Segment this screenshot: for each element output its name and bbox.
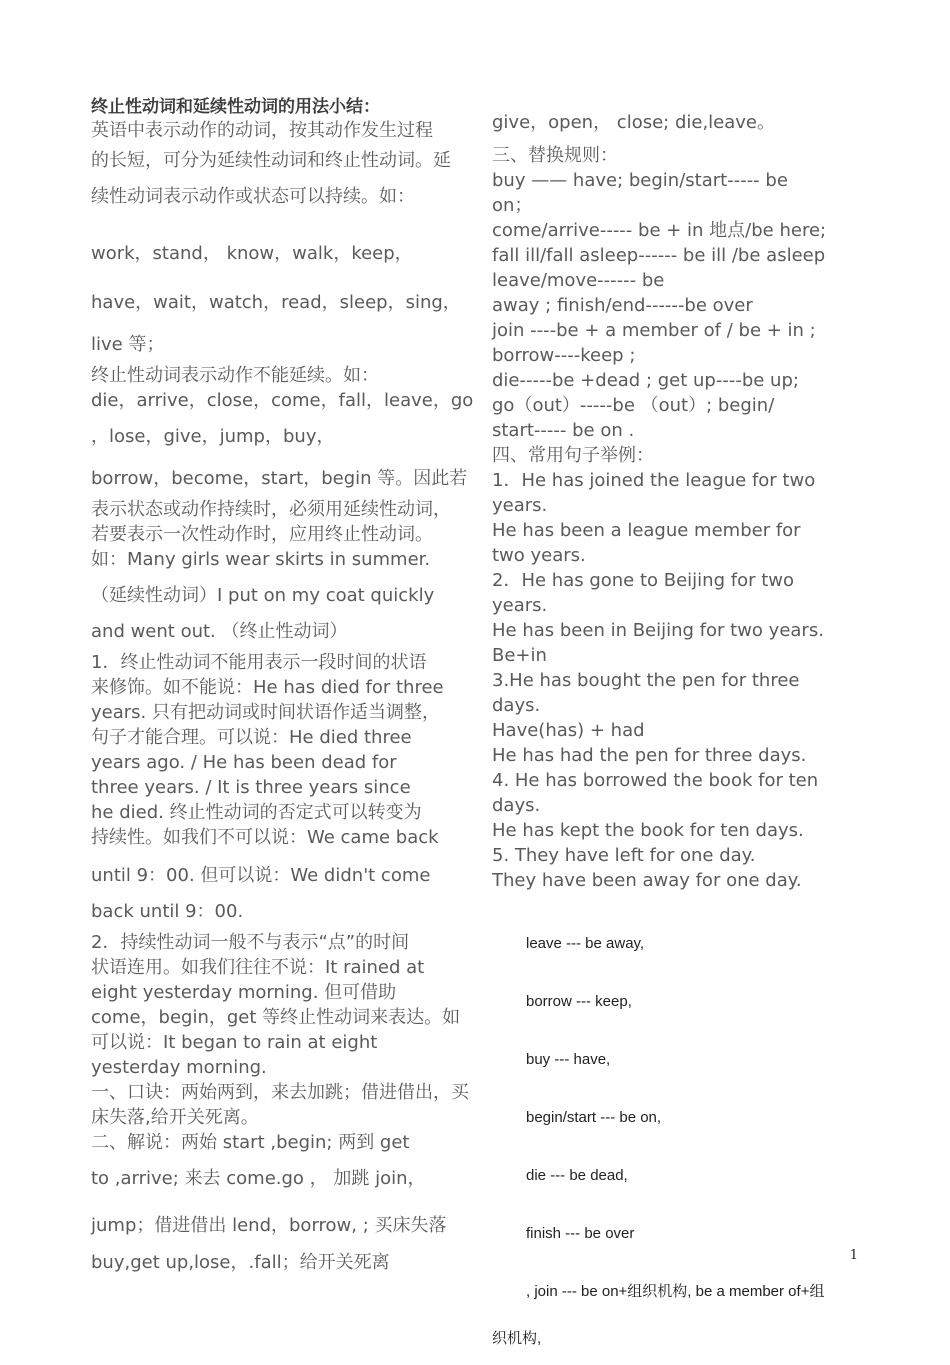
text-line: 来修饰。如不能说：He has died for three <box>91 677 444 698</box>
right-column <box>492 110 857 1365</box>
text-line: die，arrive，close，come，fall，leave，go <box>91 390 474 411</box>
text-line: Be+in <box>492 645 547 666</box>
pair-line: begin/start --- be on, <box>526 1109 662 1126</box>
text-line: They have been away for one day. <box>492 870 802 891</box>
text-line: 4. He has borrowed the book for ten <box>492 770 819 791</box>
text-line: he died. 终止性动词的否定式可以转变为 <box>91 802 422 823</box>
text-line: years. <box>492 595 548 616</box>
text-line: away ; finish/end------be over <box>492 295 753 316</box>
text-line: live 等； <box>91 334 165 355</box>
text-line: back until 9：00. <box>91 901 244 922</box>
text-line: 一、口诀：两始两到，来去加跳；借进借出，买 <box>91 1082 469 1103</box>
pair-line: die --- be dead, <box>526 1167 628 1184</box>
text-line: come，begin，get 等终止性动词来表达。如 <box>91 1007 461 1028</box>
text-line: jump；借进借出 lend，borrow, ; 买床失落 <box>91 1215 447 1236</box>
text-line: 2．持续性动词一般不与表示“点”的时间 <box>91 932 410 953</box>
text-line: work，stand， know，walk，keep， <box>91 243 413 264</box>
text-line: He has been in Beijing for two years. <box>492 620 824 641</box>
text-line: have，wait，watch，read，sleep，sing， <box>91 292 461 313</box>
text-line: 句子才能合理。可以说：He died three <box>91 727 412 748</box>
text-line: until 9：00. 但可以说：We didn't come <box>91 865 431 886</box>
text-line: （延续性动词）I put on my coat quickly <box>91 585 435 606</box>
text-line: 表示状态或动作持续时，必须用延续性动词， <box>91 499 451 520</box>
text-line: He has been a league member for <box>492 520 801 541</box>
text-line: and went out. （终止性动词） <box>91 621 348 642</box>
text-line: 5. They have left for one day. <box>492 845 756 866</box>
text-line: 三、替换规则： <box>492 145 618 166</box>
text-line: 1．He has joined the league for two <box>492 470 816 491</box>
text-line: 状语连用。如我们往往不说：It rained at <box>91 957 425 978</box>
text-line: 的长短，可分为延续性动词和终止性动词。延 <box>91 150 451 171</box>
text-line: 1．终止性动词不能用表示一段时间的状语 <box>91 652 427 673</box>
text-line: 床失落,给开关死离。 <box>91 1107 259 1128</box>
text-line: leave/move------ be <box>492 270 665 291</box>
text-line: come/arrive----- be + in 地点/be here; <box>492 220 827 241</box>
text-line: 2．He has gone to Beijing for two <box>492 570 795 591</box>
text-line: years. 只有把动词或时间状语作适当调整， <box>91 702 440 723</box>
pair-line: finish --- be over <box>526 1225 635 1242</box>
text-line: He has had the pen for three days. <box>492 745 807 766</box>
text-line: two years. <box>492 545 586 566</box>
text-line: years ago. / He has been dead for <box>91 752 397 773</box>
text-line: die-----be +dead ; get up----be up; <box>492 370 799 391</box>
text-line: He has kept the book for ten days. <box>492 820 804 841</box>
text-line: start----- be on . <box>492 420 635 441</box>
text-line: eight yesterday morning. 但可借助 <box>91 982 397 1003</box>
text-line: on； <box>492 195 533 216</box>
pair-line: borrow --- keep, <box>526 993 632 1010</box>
text-line: buy,get up,lose，.fall；给开关死离 <box>91 1252 390 1273</box>
text-line: borrow，become，start，begin 等。因此若 <box>91 468 468 489</box>
text-line: 如：Many girls wear skirts in summer. <box>91 549 431 570</box>
text-line: 二、解说：两始 start ,begin; 两到 get <box>91 1132 410 1153</box>
pair-line: buy --- have, <box>526 1051 611 1068</box>
text-line: days. <box>492 795 541 816</box>
page-number: 1 <box>849 1248 858 1263</box>
text-line: go（out）-----be （out）; begin/ <box>492 395 775 416</box>
text-line: 终止性动词表示动作不能延续。如： <box>91 365 379 386</box>
text-line: 持续性。如我们不可以说：We came back <box>91 827 439 848</box>
text-line: Have(has) + had <box>492 720 645 741</box>
text-line: join ----be + a member of / be + in ; <box>492 320 816 341</box>
pair-line: 织机构, <box>492 1330 542 1347</box>
pair-line: , join --- be on+组织机构, be a member of+组 <box>526 1283 825 1300</box>
pair-line: leave --- be away, <box>526 935 645 952</box>
text-line: 四、常用句子举例： <box>492 445 654 466</box>
text-line: borrow----keep ; <box>492 345 636 366</box>
text-line: days. <box>492 695 541 716</box>
left-column <box>91 96 474 1275</box>
text-line: to ,arrive; 来去 come.go ， 加跳 join， <box>91 1168 426 1189</box>
document-title: 终止性动词和延续性动词的用法小结： <box>91 97 380 117</box>
text-line: 续性动词表示动作或状态可以持续。如： <box>91 186 415 207</box>
text-line: buy —— have; begin/start----- be <box>492 170 788 191</box>
text-line: yesterday morning. <box>91 1057 267 1078</box>
text-line: 若要表示一次性动作时，应用终止性动词。 <box>91 524 433 545</box>
text-line: three years. / It is three years since <box>91 777 411 798</box>
text-line: give，open， close; die,leave。 <box>492 112 775 133</box>
text-line: 英语中表示动作的动词，按其动作发生过程 <box>91 120 433 141</box>
text-line: 3.He has bought the pen for three <box>492 670 800 691</box>
text-line: 可以说：It began to rain at eight <box>91 1032 378 1053</box>
text-line: years. <box>492 495 548 516</box>
text-line: ，lose，give，jump，buy， <box>91 426 335 447</box>
text-line: fall ill/fall asleep------ be ill /be asleep <box>492 245 826 266</box>
